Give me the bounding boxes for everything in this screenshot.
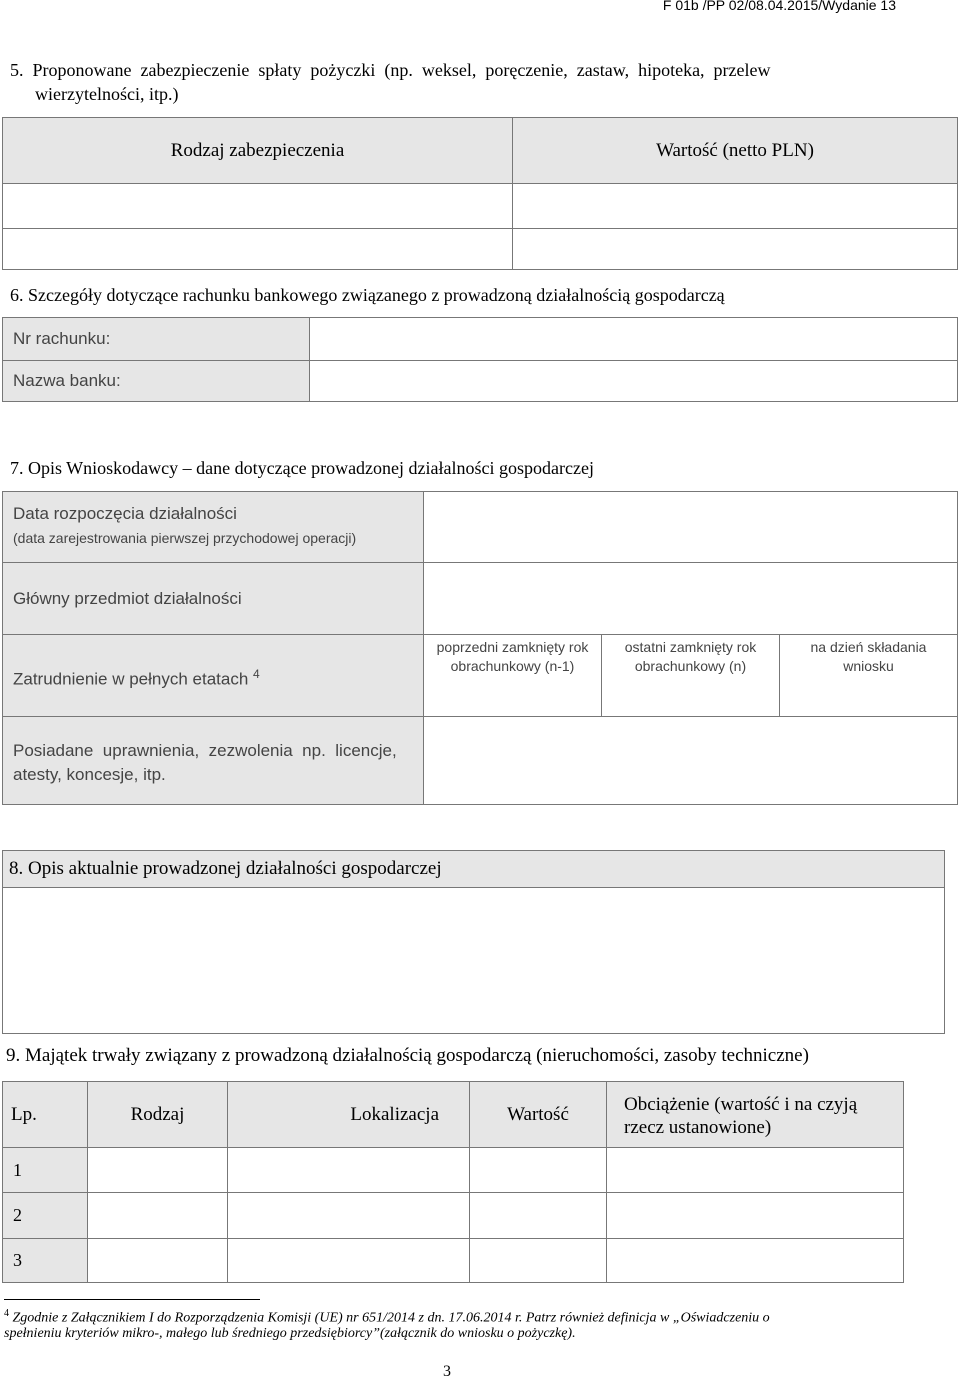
asset-row-2-value[interactable] — [469, 1192, 607, 1239]
activity-description-input[interactable] — [2, 887, 945, 1034]
employment-last-year-label: ostatni zamknięty rok obrachunkowy (n) — [624, 639, 757, 674]
asset-row-1-type[interactable] — [87, 1147, 228, 1193]
section-5-heading-line2: wierzytelności, itp.) — [35, 84, 179, 104]
security-value-cell-2[interactable] — [512, 228, 958, 270]
security-value-header-label: Wartość (netto PLN) — [656, 139, 814, 161]
security-type-header-label: Rodzaj zabezpieczenia — [170, 139, 345, 161]
employment-label-cell — [2, 634, 424, 717]
footnote-text-line2: spełnieniu kryteriów mikro-, małego lub średniego przedsiębiorcy”(załącznik do wniosku o pożyczkę). — [4, 1326, 576, 1341]
asset-row-2-location[interactable] — [227, 1192, 470, 1239]
account-number-input[interactable] — [309, 317, 958, 361]
asset-row-1-lp — [2, 1147, 88, 1193]
main-subject-label: Główny przedmiot działalności — [13, 588, 242, 608]
asset-row-3-lp — [2, 1238, 88, 1283]
section-9-heading: 9. Majątek trwały związany z prowadzoną działalnością gospodarczą (nieruchomości, zasoby techniczne) — [6, 1045, 809, 1066]
start-date-sublabel: (data zarejestrowania pierwszej przychodowej operacji) — [13, 530, 357, 546]
licenses-input[interactable] — [423, 716, 958, 805]
section-6-heading: 6. Szczegóły dotyczące rachunku bankowego związanego z prowadzoną działalnością gospodarczą — [10, 285, 725, 305]
employment-application-date-label: na dzień składania wniosku — [810, 639, 927, 674]
asset-row-3-type[interactable] — [87, 1238, 228, 1283]
employment-label — [13, 667, 260, 690]
security-value-header — [512, 117, 958, 184]
employment-label-text: Zatrudnienie w pełnych etatach — [13, 669, 249, 689]
employment-prev-year[interactable] — [423, 634, 602, 717]
assets-header-lp — [2, 1081, 88, 1148]
assets-header-burden-line2: rzecz ustanowione) — [624, 1117, 772, 1138]
footnote-divider — [4, 1299, 260, 1300]
footnote-marker: 4 — [4, 1308, 9, 1319]
employment-last-year[interactable] — [601, 634, 780, 717]
footnote-line1 — [4, 1308, 770, 1327]
asset-row-1-value[interactable] — [469, 1147, 607, 1193]
asset-row-1-location[interactable] — [227, 1147, 470, 1193]
section-7-heading: 7. Opis Wnioskodawcy – dane dotyczące prowadzonej działalności gospodarczej — [10, 458, 594, 478]
security-type-cell-2[interactable] — [2, 228, 513, 270]
start-date-label: Data rozpoczęcia działalności — [13, 504, 237, 523]
main-subject-input[interactable] — [423, 562, 958, 635]
asset-row-3-location[interactable] — [227, 1238, 470, 1283]
form-code: F 01b /PP 02/08.04.2015/Wydanie 13 — [662, 0, 896, 13]
assets-header-location-label: Lokalizacja — [350, 1103, 439, 1125]
asset-row-1-burden[interactable] — [606, 1147, 904, 1193]
footnote-text-line1: Zgodnie z Załącznikiem I do Rozporządzenia Komisji (UE) nr 651/2014 z dn. 17.06.2014 r. Patrz również definicja w „Oświadczeniu o — [12, 1310, 770, 1326]
footnote-reference: 4 — [253, 667, 260, 681]
asset-row-2-burden[interactable] — [606, 1192, 904, 1239]
licenses-label-line1: Posiadane uprawnienia, zezwolenia np. licencje, — [13, 741, 397, 760]
start-date-input[interactable] — [423, 491, 958, 563]
section-8-heading: 8. Opis aktualnie prowadzonej działalności gospodarczej — [9, 858, 442, 879]
assets-header-value-label: Wartość — [507, 1103, 569, 1125]
asset-row-2-number: 2 — [13, 1205, 22, 1225]
asset-row-3-value[interactable] — [469, 1238, 607, 1283]
section-8-heading-cell — [2, 850, 945, 888]
asset-row-2-lp — [2, 1192, 88, 1239]
employment-application-date[interactable] — [779, 634, 958, 717]
asset-row-3-burden[interactable] — [606, 1238, 904, 1283]
licenses-label-cell — [2, 716, 424, 805]
asset-row-1-number: 1 — [13, 1159, 22, 1180]
assets-header-lp-label: Lp. — [11, 1103, 37, 1125]
asset-row-2-type[interactable] — [87, 1192, 228, 1239]
account-number-label-cell — [2, 317, 310, 361]
security-value-cell-1[interactable] — [512, 183, 958, 229]
assets-header-location — [227, 1081, 470, 1148]
section-5-heading-line1: 5. Proponowane zabezpieczenie spłaty pożyczki (np. weksel, poręczenie, zastaw, hipoteka, przelew — [10, 60, 771, 80]
assets-header-type-label: Rodzaj — [130, 1103, 185, 1125]
employment-prev-year-label: poprzedni zamknięty rok obrachunkowy (n-1) — [436, 639, 589, 674]
security-type-cell-1[interactable] — [2, 183, 513, 229]
asset-row-3-number: 3 — [13, 1250, 22, 1270]
account-number-label: Nr rachunku: — [13, 329, 111, 348]
security-type-header — [2, 117, 513, 184]
assets-header-type — [87, 1081, 228, 1148]
page-number: 3 — [443, 1363, 451, 1380]
bank-name-label: Nazwa banku: — [13, 371, 121, 390]
start-date-label-cell — [2, 491, 424, 563]
assets-header-burden — [606, 1081, 904, 1148]
licenses-label-line2: atesty, koncesje, itp. — [13, 765, 166, 784]
bank-name-label-cell — [2, 360, 310, 402]
bank-name-input[interactable] — [309, 360, 958, 402]
assets-header-burden-line1: Obciążenie (wartość i na czyją — [624, 1094, 858, 1115]
main-subject-label-cell — [2, 562, 424, 635]
assets-header-value — [469, 1081, 607, 1148]
